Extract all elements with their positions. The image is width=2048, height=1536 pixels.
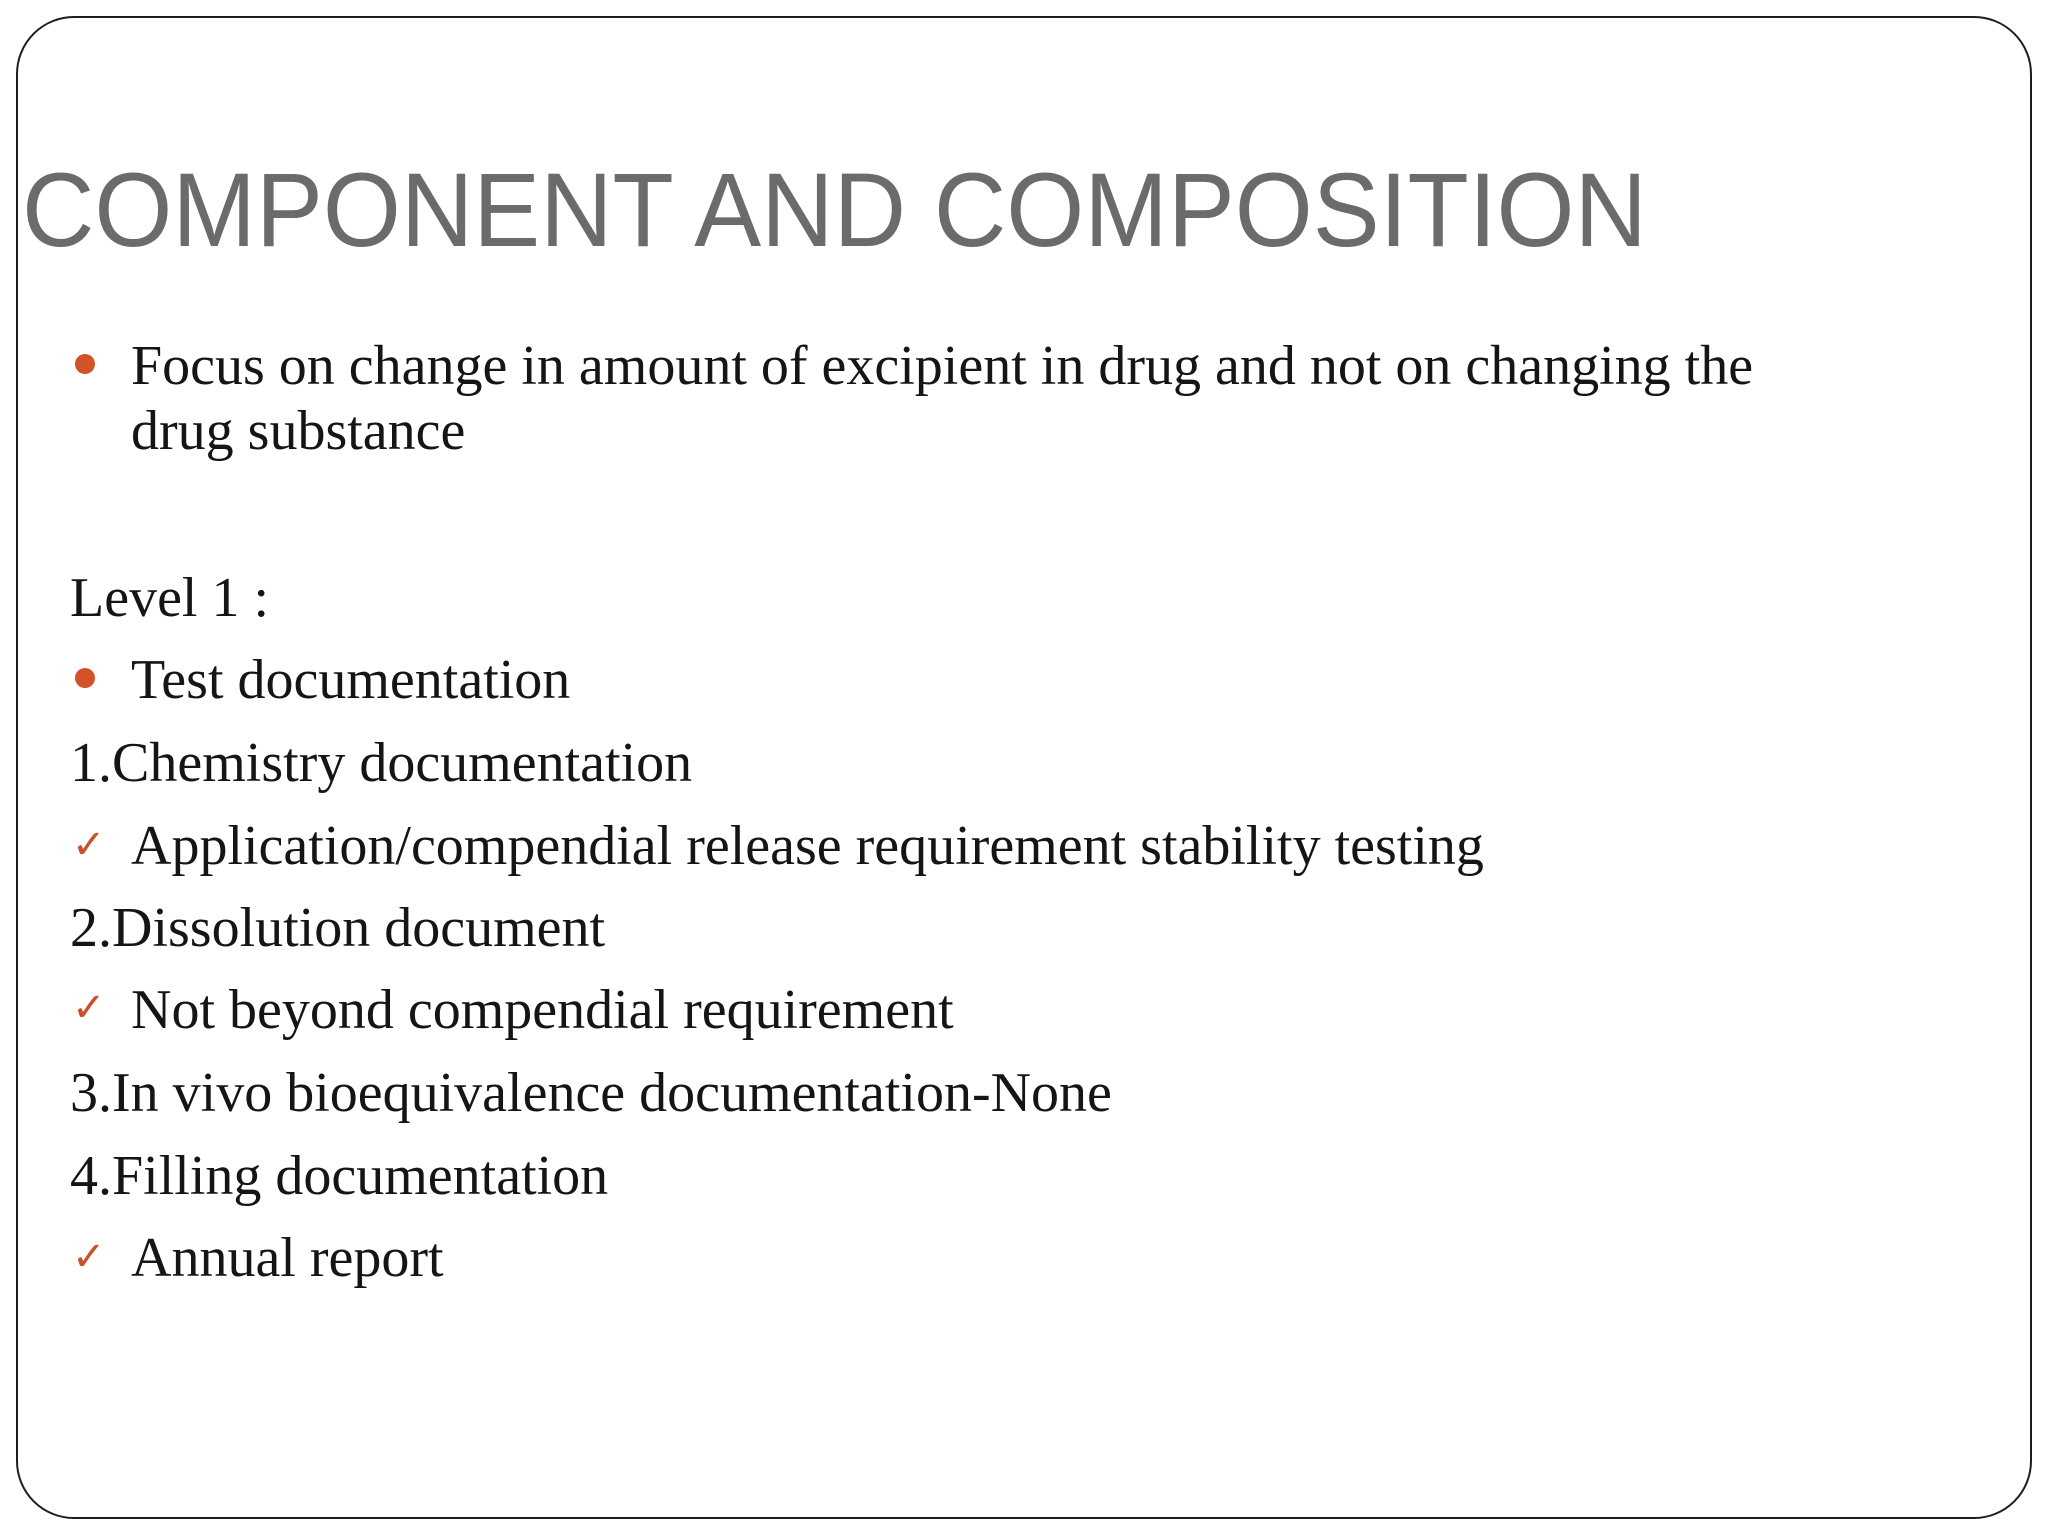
check-item-not-beyond: Not beyond compendial requirement <box>131 979 954 1041</box>
bullet-dot-icon <box>75 668 95 688</box>
slide-title: COMPONENT AND COMPOSITION <box>22 152 1647 269</box>
numbered-item-chemistry: 1.Chemistry documentation <box>70 732 693 794</box>
check-icon: ✓ <box>72 985 106 1031</box>
level-heading: Level 1 : <box>70 567 270 629</box>
check-item-annual-report: Annual report <box>131 1227 444 1289</box>
bullet-dot-icon <box>75 354 95 374</box>
numbered-item-in-vivo: 3.In vivo bioequivalence documentation-None <box>70 1062 1112 1124</box>
check-item-application: Application/compendial release requirement stability testing <box>131 815 1484 877</box>
check-icon: ✓ <box>72 1234 106 1280</box>
numbered-item-dissolution: 2.Dissolution document <box>70 897 606 959</box>
intro-bullet-line-1: Focus on change in amount of excipient in drug and not on changing the <box>131 335 1754 397</box>
intro-bullet-line-2: drug substance <box>131 400 466 462</box>
test-documentation-bullet: Test documentation <box>131 649 571 711</box>
numbered-item-filling: 4.Filling documentation <box>70 1145 609 1207</box>
check-icon: ✓ <box>72 822 106 868</box>
